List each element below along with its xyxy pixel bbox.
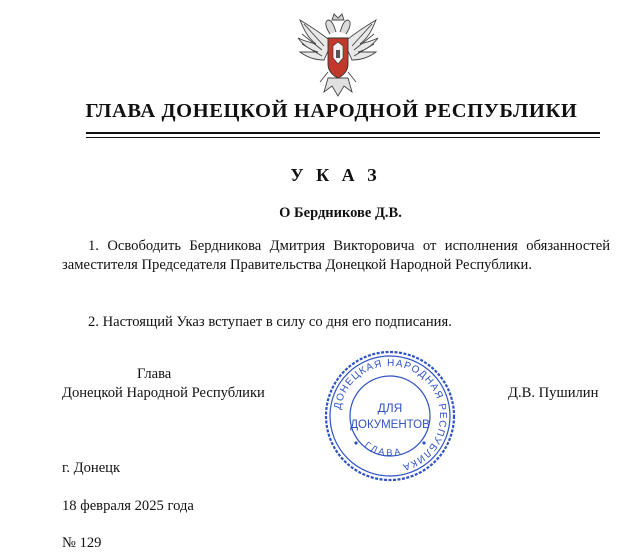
- svg-text:Г Л А В А: [363, 440, 401, 458]
- decree-date: 18 февраля 2025 года: [62, 498, 194, 514]
- coat-of-arms-emblem: [294, 12, 382, 102]
- signatory-name: Д.В. Пушилин: [508, 385, 599, 401]
- signatory-title-line2: Донецкой Народной Республики: [62, 385, 265, 401]
- heading-thick-rule: [86, 132, 600, 134]
- stamp-star-left: [354, 441, 357, 444]
- place-of-signing: г. Донецк: [62, 460, 121, 476]
- stamp-bottom-text: Г Л А В А: [362, 439, 402, 458]
- decree-paragraph-1: 1. Освободить Бердникова Дмитрия Викторовича от исполнения обязанностей заместителя Председателя Правительства Донецкой Народной Республики.: [62, 238, 610, 273]
- stamp-ring-text: ДОНЕЦКАЯ НАРОДНАЯ РЕСПУБЛИКА: [332, 357, 449, 473]
- signatory-title-line1: Глава: [137, 366, 172, 382]
- stamp-star-right: [422, 441, 425, 444]
- issuer-heading: ГЛАВА ДОНЕЦКОЙ НАРОДНОЙ РЕСПУБЛИКИ: [85, 100, 578, 122]
- decree-paragraph-2: 2. Настоящий Указ вступает в силу со дня его подписания.: [88, 314, 452, 330]
- heading-thin-rule: [86, 137, 600, 138]
- official-stamp: [322, 348, 458, 484]
- decree-title: У К А З: [290, 165, 381, 185]
- decree-number: № 129: [62, 535, 102, 551]
- stamp-center-line1: ДЛЯ: [377, 401, 403, 415]
- decree-subject: О Бердникове Д.В.: [279, 205, 402, 221]
- stamp-center-line2: ДОКУМЕНТОВ: [350, 419, 430, 431]
